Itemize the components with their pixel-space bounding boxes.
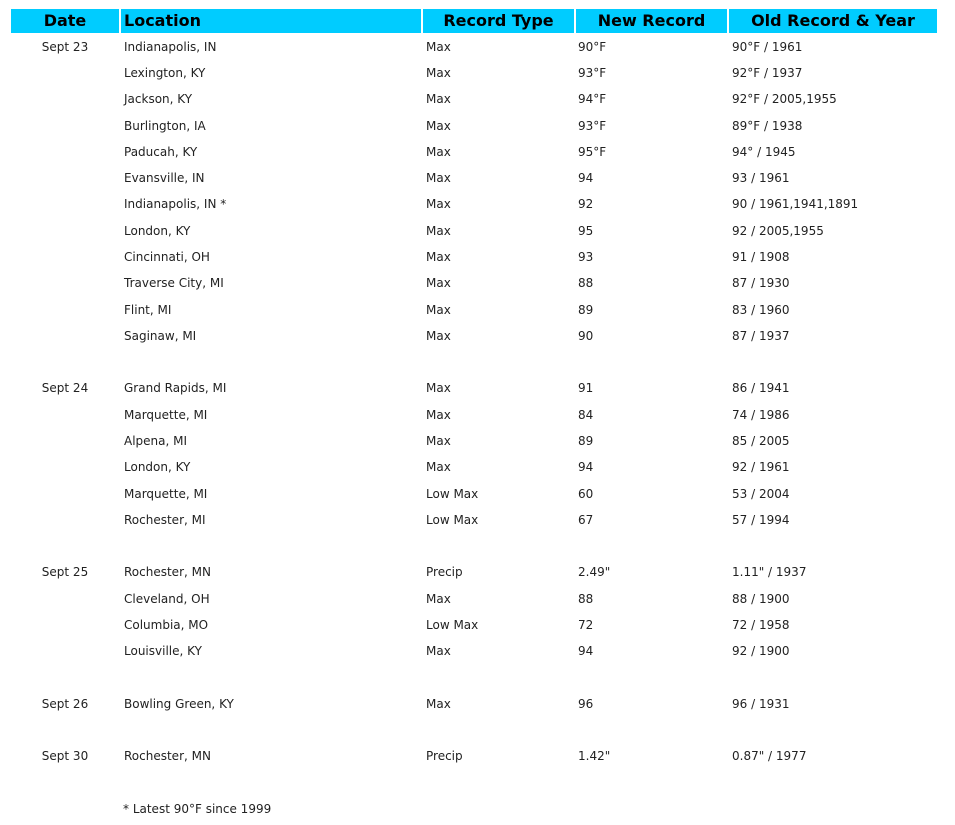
cell-old-record: 87 / 1930 bbox=[732, 276, 790, 290]
cell-old-record: 94° / 1945 bbox=[732, 145, 796, 159]
cell-new-record: 89 bbox=[578, 303, 594, 317]
cell-location: Lexington, KY bbox=[124, 66, 206, 80]
cell-record-type: Max bbox=[426, 329, 451, 343]
cell-location: Rochester, MN bbox=[124, 749, 211, 763]
cell-record-type: Max bbox=[426, 197, 451, 211]
cell-record-type: Max bbox=[426, 408, 451, 422]
header-old-record: Old Record & Year bbox=[729, 9, 937, 33]
cell-old-record: 74 / 1986 bbox=[732, 408, 790, 422]
cell-record-type: Max bbox=[426, 92, 451, 106]
cell-new-record: 84 bbox=[578, 408, 594, 422]
cell-new-record: 95°F bbox=[578, 145, 607, 159]
cell-old-record: 90°F / 1961 bbox=[732, 40, 803, 54]
cell-date: Sept 24 bbox=[41, 381, 89, 395]
cell-location: Grand Rapids, MI bbox=[124, 381, 227, 395]
cell-date: Sept 25 bbox=[41, 565, 89, 579]
cell-location: Saginaw, MI bbox=[124, 329, 197, 343]
header-new-record: New Record bbox=[576, 9, 727, 33]
cell-date: Sept 23 bbox=[41, 40, 89, 54]
cell-location: Alpena, MI bbox=[124, 434, 188, 448]
cell-record-type: Max bbox=[426, 145, 451, 159]
cell-date: Sept 30 bbox=[41, 749, 89, 763]
cell-record-type: Max bbox=[426, 276, 451, 290]
cell-location: Indianapolis, IN * bbox=[124, 197, 227, 211]
header-date: Date bbox=[11, 9, 119, 33]
cell-record-type: Max bbox=[426, 381, 451, 395]
cell-location: Marquette, MI bbox=[124, 408, 208, 422]
cell-location: Indianapolis, IN bbox=[124, 40, 217, 54]
cell-location: Burlington, IA bbox=[124, 119, 206, 133]
cell-new-record: 95 bbox=[578, 224, 594, 238]
cell-record-type: Max bbox=[426, 119, 451, 133]
cell-new-record: 90°F bbox=[578, 40, 607, 54]
cell-location: Cincinnati, OH bbox=[124, 250, 210, 264]
cell-old-record: 89°F / 1938 bbox=[732, 119, 803, 133]
cell-old-record: 85 / 2005 bbox=[732, 434, 790, 448]
cell-record-type: Max bbox=[426, 303, 451, 317]
cell-new-record: 89 bbox=[578, 434, 594, 448]
cell-record-type: Max bbox=[426, 224, 451, 238]
cell-record-type: Precip bbox=[426, 749, 463, 763]
cell-new-record: 96 bbox=[578, 697, 594, 711]
cell-record-type: Max bbox=[426, 697, 451, 711]
cell-new-record: 88 bbox=[578, 276, 594, 290]
cell-old-record: 92°F / 2005,1955 bbox=[732, 92, 837, 106]
cell-old-record: 83 / 1960 bbox=[732, 303, 790, 317]
cell-new-record: 91 bbox=[578, 381, 594, 395]
cell-date: Sept 26 bbox=[41, 697, 89, 711]
cell-old-record: 57 / 1994 bbox=[732, 513, 790, 527]
cell-new-record: 92 bbox=[578, 197, 594, 211]
cell-location: Rochester, MI bbox=[124, 513, 206, 527]
cell-old-record: 88 / 1900 bbox=[732, 592, 790, 606]
cell-old-record: 86 / 1941 bbox=[732, 381, 790, 395]
cell-record-type: Max bbox=[426, 434, 451, 448]
cell-new-record: 94 bbox=[578, 644, 594, 658]
cell-new-record: 67 bbox=[578, 513, 594, 527]
header-location: Location bbox=[121, 9, 421, 33]
cell-old-record: 91 / 1908 bbox=[732, 250, 790, 264]
cell-location: Rochester, MN bbox=[124, 565, 211, 579]
cell-old-record: 90 / 1961,1941,1891 bbox=[732, 197, 859, 211]
cell-location: Bowling Green, KY bbox=[124, 697, 234, 711]
cell-new-record: 88 bbox=[578, 592, 594, 606]
cell-new-record: 93°F bbox=[578, 66, 607, 80]
cell-record-type: Low Max bbox=[426, 513, 479, 527]
cell-old-record: 92 / 1900 bbox=[732, 644, 790, 658]
cell-location: Cleveland, OH bbox=[124, 592, 210, 606]
cell-new-record: 94 bbox=[578, 460, 594, 474]
cell-record-type: Max bbox=[426, 40, 451, 54]
cell-record-type: Low Max bbox=[426, 487, 479, 501]
cell-new-record: 94°F bbox=[578, 92, 607, 106]
cell-location: London, KY bbox=[124, 224, 191, 238]
cell-new-record: 1.42" bbox=[578, 749, 611, 763]
cell-old-record: 72 / 1958 bbox=[732, 618, 790, 632]
cell-old-record: 0.87" / 1977 bbox=[732, 749, 807, 763]
cell-record-type: Max bbox=[426, 644, 451, 658]
cell-location: Marquette, MI bbox=[124, 487, 208, 501]
cell-location: Paducah, KY bbox=[124, 145, 198, 159]
cell-record-type: Max bbox=[426, 66, 451, 80]
cell-location: Louisville, KY bbox=[124, 644, 202, 658]
cell-new-record: 94 bbox=[578, 171, 594, 185]
cell-record-type: Max bbox=[426, 250, 451, 264]
cell-record-type: Max bbox=[426, 592, 451, 606]
cell-new-record: 93 bbox=[578, 250, 594, 264]
header-record-type: Record Type bbox=[423, 9, 574, 33]
cell-new-record: 72 bbox=[578, 618, 594, 632]
cell-old-record: 1.11" / 1937 bbox=[732, 565, 807, 579]
cell-record-type: Precip bbox=[426, 565, 463, 579]
cell-old-record: 87 / 1937 bbox=[732, 329, 790, 343]
cell-new-record: 90 bbox=[578, 329, 594, 343]
cell-record-type: Max bbox=[426, 460, 451, 474]
cell-old-record: 92°F / 1937 bbox=[732, 66, 803, 80]
cell-location: Traverse City, MI bbox=[124, 276, 224, 290]
cell-record-type: Low Max bbox=[426, 618, 479, 632]
cell-old-record: 96 / 1931 bbox=[732, 697, 790, 711]
cell-location: Evansville, IN bbox=[124, 171, 205, 185]
cell-record-type: Max bbox=[426, 171, 451, 185]
cell-old-record: 92 / 2005,1955 bbox=[732, 224, 824, 238]
cell-new-record: 60 bbox=[578, 487, 594, 501]
cell-location: Jackson, KY bbox=[124, 92, 193, 106]
cell-location: Columbia, MO bbox=[124, 618, 209, 632]
cell-location: Flint, MI bbox=[124, 303, 172, 317]
cell-location: London, KY bbox=[124, 460, 191, 474]
footnote: * Latest 90°F since 1999 bbox=[123, 802, 272, 816]
cell-old-record: 93 / 1961 bbox=[732, 171, 790, 185]
cell-old-record: 92 / 1961 bbox=[732, 460, 790, 474]
cell-new-record: 2.49" bbox=[578, 565, 611, 579]
cell-new-record: 93°F bbox=[578, 119, 607, 133]
cell-old-record: 53 / 2004 bbox=[732, 487, 790, 501]
